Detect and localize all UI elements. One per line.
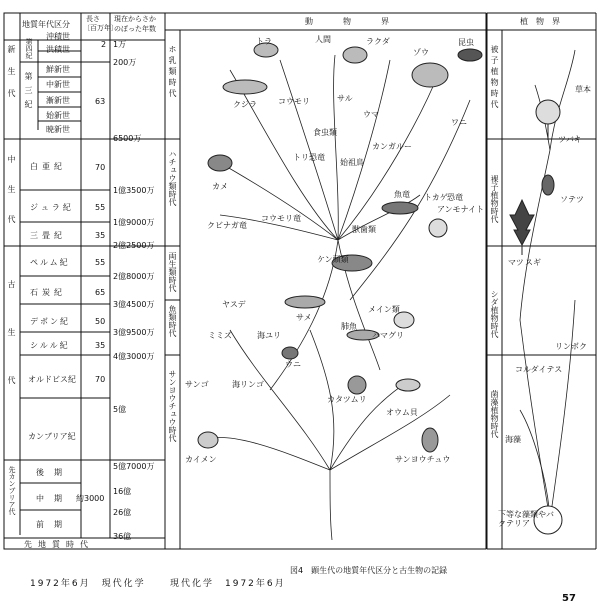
animal-label: トリ恐竜 [293, 153, 325, 162]
time-value: 1万 [113, 40, 127, 49]
animal-label: カメ [212, 182, 228, 191]
animal-label: ハマグリ [372, 331, 404, 340]
cenozoic-label: 新生代 [7, 45, 16, 111]
animal-label: トカゲ [424, 193, 448, 202]
animal-label: ラクダ [366, 37, 390, 46]
animal-label: コウモリ竜 [261, 214, 301, 223]
time-value: 6500万 [113, 134, 142, 143]
period-silurian: シルル紀 [30, 341, 70, 350]
length-value: 70 [95, 375, 106, 384]
animal-label: 肺魚 [341, 322, 357, 331]
plant-label: ソテツ [560, 195, 584, 204]
figure-caption: 図4 顕生代の地質年代区分と古生物の記録 [290, 566, 448, 575]
age-amphibians: 両生類時代 [168, 252, 177, 292]
age-reptiles: ハチュウ類時代 [168, 150, 177, 206]
animal-label: オウム貝 [386, 408, 418, 417]
epoch-oligocene: 漸新世 [46, 96, 70, 105]
period-permian: ペルム紀 [30, 258, 70, 267]
col-header-era: 地質年代区分 [22, 20, 70, 29]
time-value: 2億8000万 [113, 272, 155, 281]
quaternary-label: 第四紀 [25, 38, 33, 59]
precambrian-late: 後期 [36, 468, 72, 477]
footer-mid: 現代化学 1972年6月 [170, 579, 286, 589]
plant-label: ツバキ [558, 135, 582, 144]
animal-label: クビナガ竜 [207, 221, 247, 230]
animal-label: カンガルー [372, 142, 412, 151]
animal-label: 人間 [315, 35, 331, 44]
length-value: 55 [95, 258, 106, 267]
length-value: 2 [101, 40, 107, 49]
time-value: 1億3500万 [113, 186, 155, 195]
length-value: 約3000 [76, 494, 105, 503]
time-value: 1億9000万 [113, 218, 155, 227]
time-value: 200万 [113, 58, 137, 67]
age-gymnosperms: 裸子植物時代 [490, 175, 499, 223]
animal-label: ヤスデ [222, 300, 246, 309]
animal-label: カタツムリ [327, 395, 367, 404]
animal-label: 昆虫 [458, 38, 474, 47]
animal-label: トラ [256, 37, 272, 46]
epoch-diluvium: 洪積世 [46, 45, 70, 54]
length-value: 65 [95, 288, 106, 297]
period-cretaceous: 白亜紀 [30, 162, 66, 171]
animal-label: 海リンゴ [232, 380, 264, 389]
time-value: 36億 [113, 532, 132, 541]
length-value: 50 [95, 317, 106, 326]
precambrian-middle: 中期 [36, 494, 72, 503]
plant-label: 下等な藻類やバクテリア [498, 510, 554, 528]
col-header-time-2: のぼった年数 [114, 25, 156, 33]
epoch-paleocene: 暁新世 [46, 125, 70, 134]
epoch-pliocene: 鮮新世 [46, 65, 70, 74]
animal-label: コウモリ [278, 97, 310, 106]
col-header-length: 長さ [86, 15, 100, 23]
time-value: 3億4500万 [113, 300, 155, 309]
time-value: 4億3000万 [113, 352, 155, 361]
plant-kingdom-title: 植物界 [520, 17, 568, 26]
pre-geological-label: 先地質時代 [24, 540, 94, 549]
animal-label: 海ユリ [257, 331, 281, 340]
length-value: 55 [95, 203, 106, 212]
period-devonian: デボン紀 [30, 317, 70, 326]
mesozoic-label: 中生代 [7, 155, 16, 245]
page-number: 57 [562, 593, 576, 604]
animal-label: 獣歯類 [352, 225, 376, 234]
period-jurassic: ジュラ紀 [30, 203, 74, 212]
period-cambrian: カンブリア紀 [28, 432, 76, 441]
col-header-length-unit: 〔百万年〕 [83, 24, 118, 32]
time-value: 3億9500万 [113, 328, 155, 337]
animal-label: サメ [296, 313, 312, 322]
animal-label: ウマ [363, 110, 379, 119]
footer-left: 1972年6月 現代化学 [30, 579, 146, 589]
plant-label: 海藻 [505, 435, 521, 444]
plant-label: コルダイテス [515, 365, 563, 374]
animal-label: サル [337, 94, 353, 103]
period-triassic: 三畳紀 [30, 231, 66, 240]
age-fishes: 魚類時代 [168, 305, 177, 337]
length-value: 70 [95, 163, 106, 172]
animal-label: ミミズ [208, 331, 232, 340]
animal-label: サンゴ [185, 380, 209, 389]
precambrian-early: 前期 [36, 520, 72, 529]
animal-label: ワニ [451, 118, 467, 127]
epoch-eocene: 始新世 [46, 111, 70, 120]
time-value: 5億7000万 [113, 462, 155, 471]
tertiary-label: 第三紀 [24, 72, 33, 114]
epoch-alluvium: 沖積世 [46, 32, 70, 41]
time-value: 16億 [113, 487, 132, 496]
animal-kingdom-title: 動物界 [305, 17, 419, 26]
animal-label: 恐竜 [447, 193, 463, 202]
animal-label: アンモナイト [437, 205, 485, 214]
animal-label: メイン類 [368, 305, 400, 314]
time-value: 5億 [113, 405, 127, 414]
animal-label: カイメン [185, 455, 217, 464]
animal-label: ゾウ [413, 48, 429, 57]
animal-label: ケン頭類 [317, 255, 349, 264]
plant-label: マツ [508, 258, 524, 267]
animal-label: ウニ [285, 360, 301, 369]
age-thallophytes: 菌藻植物時代 [490, 390, 499, 438]
age-pteridophytes: シダ植物時代 [490, 290, 499, 338]
animal-label: 食虫類 [313, 128, 337, 137]
col-header-time-1: 現在からさか [114, 15, 156, 23]
plant-label: 草本 [575, 85, 591, 94]
precambrian-label: 先カンブリア代 [8, 466, 16, 515]
epoch-miocene: 中新世 [46, 80, 70, 89]
animal-label: サンヨウチュウ [395, 455, 451, 464]
age-mammals: ホ乳類時代 [168, 45, 177, 100]
animal-label: 魚竜 [394, 190, 410, 199]
period-ordovician: オルドビス紀 [28, 375, 76, 384]
period-carboniferous: 石炭紀 [30, 288, 66, 297]
animal-label: クジラ [233, 100, 257, 109]
length-value: 35 [95, 341, 106, 350]
animal-label: 始祖鳥 [340, 158, 364, 167]
time-value: 2億2500万 [113, 241, 155, 250]
length-value: 63 [95, 97, 106, 106]
time-value: 26億 [113, 508, 132, 517]
age-trilobites: サンヨウチュウ時代 [168, 370, 177, 442]
age-angiosperms: 被子植物時代 [490, 45, 499, 111]
plant-label: スギ [525, 258, 541, 267]
paleozoic-label: 古生代 [7, 280, 16, 424]
length-value: 35 [95, 231, 106, 240]
plant-label: リンボク [555, 342, 587, 351]
